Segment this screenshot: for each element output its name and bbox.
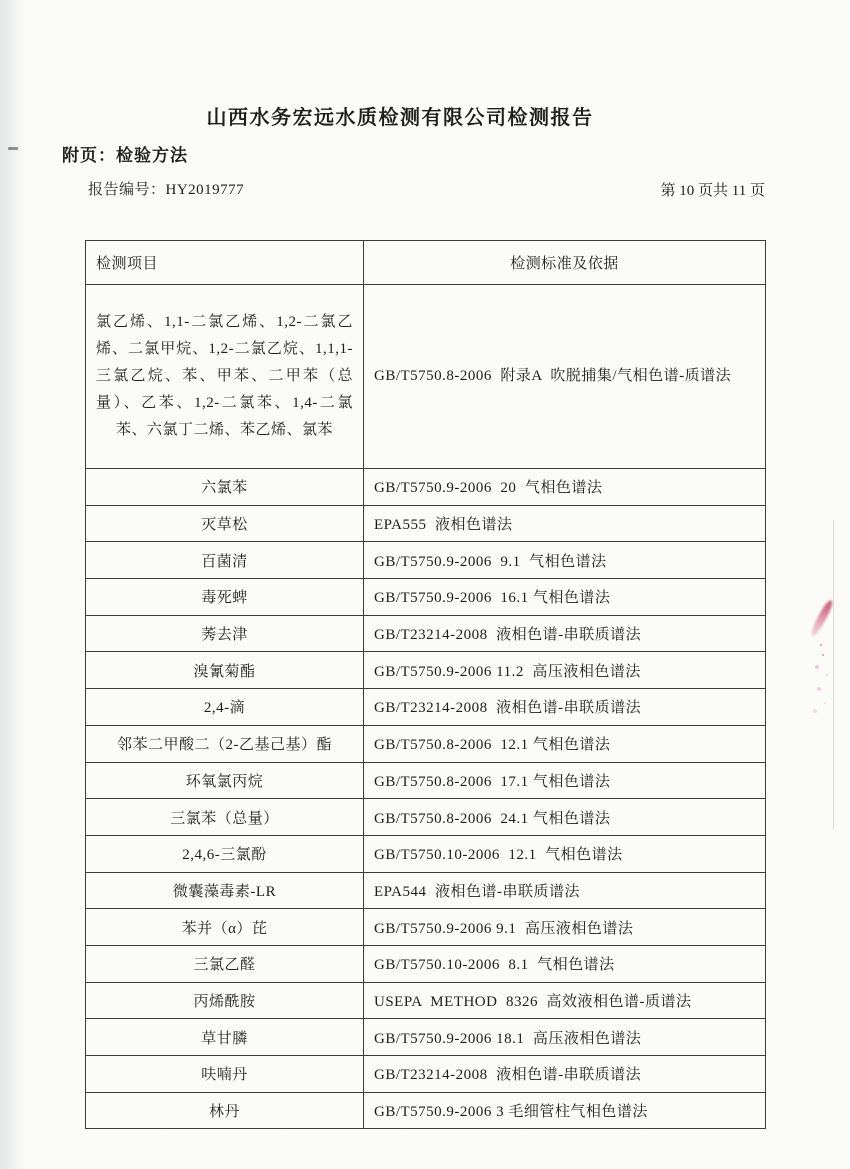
test-method-cell: GB/T5750.8-2006 12.1 气相色谱法 — [364, 725, 766, 762]
test-item-cell: 林丹 — [86, 1092, 364, 1129]
table-row — [86, 982, 766, 1019]
test-method-cell: GB/T5750.8-2006 24.1 气相色谱法 — [364, 799, 766, 836]
test-item-cell: 氯乙烯、1,1-二氯乙烯、1,2-二氯乙烯、二氯甲烷、1,2-二氯乙烷、1,1,1-三氯乙烷、苯、甲苯、二甲苯（总量）、乙苯、1,2-二氯苯、1,4-二氯苯、六氯丁二烯、苯乙烯、氯苯 — [86, 285, 364, 469]
test-item-cell: 灭草松 — [86, 505, 364, 542]
scan-artifact-dash — [8, 147, 18, 150]
test-item-cell: 邻苯二甲酸二（2-乙基己基）酯 — [86, 725, 364, 762]
table-row — [86, 799, 766, 836]
methods-table — [85, 240, 766, 1129]
column-header-item: 检测项目 — [86, 241, 364, 285]
table-row — [86, 652, 766, 689]
table-row — [86, 762, 766, 799]
test-item-cell: 六氯苯 — [86, 469, 364, 506]
test-method-cell: EPA555 液相色谱法 — [364, 505, 766, 542]
test-method-cell: GB/T5750.9-2006 9.1 高压液相色谱法 — [364, 909, 766, 946]
test-item-cell: 草甘膦 — [86, 1019, 364, 1056]
page-edge-line — [833, 520, 834, 830]
test-item-cell: 莠去津 — [86, 615, 364, 652]
table-row — [86, 725, 766, 762]
stamp-mark — [806, 592, 840, 722]
table-row — [86, 945, 766, 982]
test-item-cell: 微囊藻毒素-LR — [86, 872, 364, 909]
table-header-row — [86, 241, 766, 285]
test-method-cell: GB/T5750.9-2006 16.1 气相色谱法 — [364, 579, 766, 616]
scan-noise-top — [30, 18, 820, 58]
stamp-streak — [809, 598, 835, 637]
stamp-dots — [820, 644, 822, 646]
attachment-label: 附页：检验方法 — [62, 146, 188, 165]
test-item-cell: 呋喃丹 — [86, 1056, 364, 1093]
table-row — [86, 542, 766, 579]
test-method-cell: GB/T5750.8-2006 17.1 气相色谱法 — [364, 762, 766, 799]
test-method-cell: GB/T5750.9-2006 9.1 气相色谱法 — [364, 542, 766, 579]
test-item-cell: 三氯乙醛 — [86, 945, 364, 982]
table-row — [86, 1092, 766, 1129]
test-method-cell: GB/T23214-2008 液相色谱-串联质谱法 — [364, 689, 766, 726]
column-header-method: 检测标准及依据 — [364, 241, 766, 285]
table-row — [86, 872, 766, 909]
test-method-cell: GB/T5750.8-2006 附录A 吹脱捕集/气相色谱-质谱法 — [364, 285, 766, 469]
test-item-cell: 环氧氯丙烷 — [86, 762, 364, 799]
table-row — [86, 505, 766, 542]
test-item-cell: 丙烯酰胺 — [86, 982, 364, 1019]
test-method-cell: GB/T5750.9-2006 11.2 高压液相色谱法 — [364, 652, 766, 689]
test-item-cell: 苯并（α）芘 — [86, 909, 364, 946]
test-item-cell: 2,4-滴 — [86, 689, 364, 726]
test-method-cell: GB/T5750.10-2006 12.1 气相色谱法 — [364, 835, 766, 872]
test-method-cell: GB/T5750.10-2006 8.1 气相色谱法 — [364, 945, 766, 982]
test-method-cell: USEPA METHOD 8326 高效液相色谱-质谱法 — [364, 982, 766, 1019]
test-method-cell: GB/T5750.9-2006 3 毛细管柱气相色谱法 — [364, 1092, 766, 1129]
test-method-cell: GB/T23214-2008 液相色谱-串联质谱法 — [364, 615, 766, 652]
test-item-cell: 2,4,6-三氯酚 — [86, 835, 364, 872]
test-method-cell: GB/T5750.9-2006 20 气相色谱法 — [364, 469, 766, 506]
table-row — [86, 1019, 766, 1056]
page-title: 山西水务宏远水质检测有限公司检测报告 — [206, 107, 594, 129]
test-item-cell: 溴氰菊酯 — [86, 652, 364, 689]
test-item-cell: 百菌清 — [86, 542, 364, 579]
page-indicator: 第 10 页共 11 页 — [660, 183, 765, 199]
test-method-cell: GB/T5750.9-2006 18.1 高压液相色谱法 — [364, 1019, 766, 1056]
test-item-cell: 毒死蜱 — [86, 579, 364, 616]
table-row — [86, 579, 766, 616]
table-row — [86, 469, 766, 506]
test-item-cell: 三氯苯（总量） — [86, 799, 364, 836]
table-row — [86, 909, 766, 946]
table-row — [86, 1056, 766, 1093]
table-row — [86, 835, 766, 872]
table-row — [86, 285, 766, 469]
test-method-cell: GB/T23214-2008 液相色谱-串联质谱法 — [364, 1056, 766, 1093]
table-row — [86, 615, 766, 652]
scan-edge-shadow — [0, 0, 26, 1169]
test-method-cell: EPA544 液相色谱-串联质谱法 — [364, 872, 766, 909]
table-row — [86, 689, 766, 726]
report-number: 报告编号：HY2019777 — [88, 182, 245, 198]
